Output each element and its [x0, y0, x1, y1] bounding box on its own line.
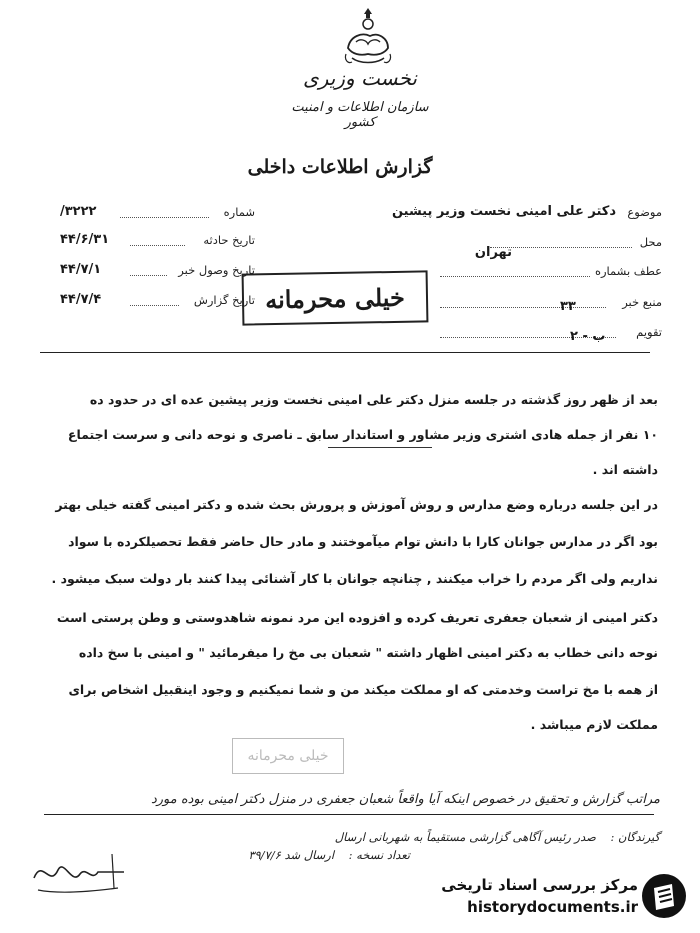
field-report-date-value: ۴۴/۷/۴ — [60, 292, 102, 307]
body-line-3: داشته اند . — [592, 462, 658, 477]
field-number — [60, 205, 255, 223]
field-source — [430, 295, 662, 313]
field-subject-label: موضوع — [627, 205, 662, 219]
header-divider — [40, 352, 650, 353]
handwritten-underline — [44, 814, 654, 815]
body-line-9: از همه با مخ تراست وخدمتی که او مملکت میکند من و شما نمیکنیم و وجود اینقبیل اشخاص برای — [68, 682, 658, 697]
faded-stamp: خیلی محرمانه — [232, 738, 344, 774]
organization-name: سازمان اطلاعات و امنیت کشور — [291, 100, 429, 130]
handwritten-signature-icon — [28, 848, 138, 898]
field-incident-date — [60, 233, 255, 251]
body-line-6: نداریم ولی اگر مردم را خراب میکنند , چنانچه جوانان با کار آشنائی پیدا کنند بار دولت سبک میشود . — [51, 571, 658, 586]
body-line-1: بعد از ظهر روز گذشته در جلسه منزل دکتر علی امینی نخست وزیر پیشین عده ای در حدود ده — [89, 392, 658, 407]
recipients-text: صدر رئیس آگاهی گزارشی مستقیماً به شهربانی ارسال — [334, 830, 596, 844]
recipients-line — [20, 830, 660, 844]
field-number-label: شماره — [223, 205, 255, 219]
body-line-10: مملکت لازم میباشد . — [530, 717, 658, 732]
field-receipt-date-value: ۴۴/۷/۱ — [60, 262, 102, 277]
archive-logo-icon — [640, 872, 688, 920]
field-location — [430, 235, 662, 265]
recipients2-text: ارسال شد ۳۹/۷/۶ — [248, 848, 335, 862]
field-subject-value: دکتر علی امینی نخست وزیر پیشین — [391, 204, 616, 219]
lion-and-sun-emblem-icon — [340, 8, 396, 68]
handwritten-note: مراتب گزارش و تحقیق در خصوص اینکه آیا واقعاً شعبان جعفری در منزل دکتر امینی بوده مورد — [150, 792, 660, 807]
field-rating — [430, 325, 662, 343]
field-report-date — [60, 293, 255, 311]
field-incident-date-label: تاریخ حادثه — [203, 233, 255, 247]
copies-label: تعداد نسخه : — [348, 848, 410, 862]
body-underline — [328, 447, 432, 448]
ministry-title: نخست وزیری — [303, 66, 417, 90]
body-line-5: بود اگر در مدارس جوانان کارا با دانش توام میآموختند و مادر حال حاضر فقط تحصیلکرده با سواد — [68, 534, 658, 549]
field-location-label: محل — [639, 235, 662, 249]
field-location-value: تهران — [474, 245, 512, 260]
field-source-value: ۳۳ — [560, 299, 576, 314]
body-line-7: دکتر امینی از شعبان جعفری تعریف کرده و افزوده این مرد نمونه شاهدوستی و وطن پرستی است — [56, 610, 658, 625]
field-reference — [430, 264, 662, 282]
field-incident-date-value: ۴۴/۶/۳۱ — [60, 232, 110, 247]
watermark-title: مرکز بررسی اسناد تاریخی — [441, 876, 638, 894]
field-source-label: منبع خبر — [622, 295, 662, 309]
field-subject — [391, 204, 662, 223]
report-type-title: گزارش اطلاعات داخلی — [247, 156, 433, 178]
field-receipt-date — [60, 263, 255, 281]
field-receipt-date-label: تاریخ وصول خبر — [178, 263, 255, 277]
field-rating-value: ب - ۲ — [570, 329, 606, 344]
body-line-8: نوحه دانی خطاب به دکتر امینی اظهار داشته " شعبان بی مخ را میفرمائید " و امینی با سخ داده — [78, 645, 658, 660]
body-line-4: در این جلسه درباره وضع مدارس و روش آموزش و پرورش بحث شده و دکتر امینی گفته خیلی بهتر — [55, 497, 658, 512]
field-rating-label: تقویم — [636, 325, 662, 339]
body-line-2: ۱۰ نفر از جمله هادی اشتری وزیر مشاور و استاندار سابق ـ ناصری و نوحه دانی و سرست اجتماع — [67, 427, 658, 442]
field-report-date-label: تاریخ گزارش — [193, 293, 255, 307]
field-reference-label: عطف بشماره — [594, 264, 662, 278]
field-number-value: ۳۲۲۲/ — [60, 204, 97, 219]
recipients-label: گیرندگان : — [610, 830, 660, 844]
watermark-url: historydocuments.ir — [467, 898, 638, 916]
confidential-stamp: خیلی محرمانه — [242, 270, 429, 325]
